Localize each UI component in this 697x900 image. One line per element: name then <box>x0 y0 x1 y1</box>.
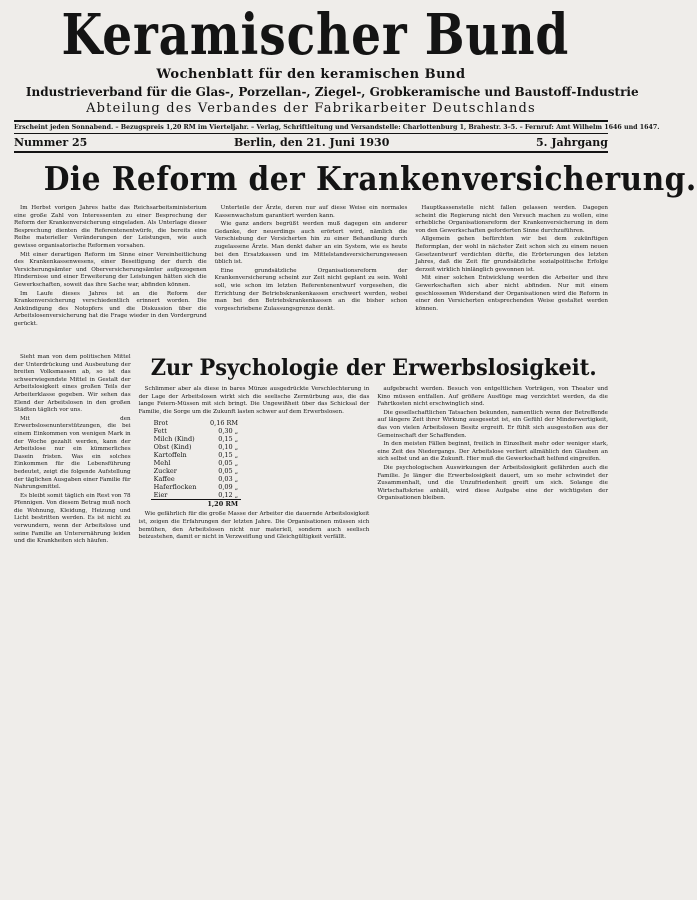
issue-volume: 5. Jahrgang <box>536 136 608 149</box>
masthead-subtitle: Wochenblatt für den keramischen Bund <box>156 67 466 82</box>
paragraph: Schlimmer aber als diese in bares Münze ausgedrückte Verschlechterung in der Lage der Arbeitslosen wirkt sich die seelische Zermürbung aus, die das lange Feiern-Müssen mit sich bringt. Die Ungewißheit über das Schicksal der Familie, die Sorge um die Zukunft lasten schwer auf dem Erwerbslosen. <box>138 386 370 415</box>
paragraph: Sieht man von dem politischen Mittel der Unterdrückung und Ausbeutung der breiten Volksmassen ab, so ist das schwerwiegendste Mittel in Gestalt der Arbeitslosigkeit eines großen Teils der Arbeiterklasse gegeben. Wir sehen das Elend der Arbeitslosen in den großen Städten täglich vor uns. <box>14 354 131 414</box>
price-item: Zucker <box>153 467 177 476</box>
price-table-row <box>151 459 241 467</box>
issue-bar <box>14 133 608 153</box>
paragraph: Eine grundsätzliche Organisationsreform der Krankenversicherung scheint zur Zeit nicht geplant zu sein. Wohl soll, wie schon im letzten Referentenentwurf vorgesehen, die Errichtung der Betriebskrankenkassen erschwert werden, wobei man bei den Betriebskrankenkassen an die bisher schon vorgeschriebene Zulassungsgrenze denkt. <box>214 267 408 312</box>
price-value: 0,30 „ <box>218 427 239 436</box>
article-psychology-column-1 <box>139 386 370 867</box>
article-reform-column-3 <box>415 205 608 350</box>
article-reform-continued-column <box>14 354 131 867</box>
price-item: Mehl <box>153 459 171 468</box>
article-psychology <box>139 354 608 867</box>
article-headline-psychology: Zur Psychologie der Erwerbslosigkeit. <box>150 355 597 381</box>
price-item: Eier <box>153 491 168 500</box>
paragraph: Mit den Erwerbslosenunterstützungen, die bei einem Einkommen von wenigen Mark in der Woche gezahlt werden, kann der Arbeitslose nur ein kümmerliches Dasein fristen. Was ein solches Einkommen für die Lebensführung bedeutet, zeigt die folgende Aufstellung der täglichen Ausgaben einer Familie für Nahrungsmittel. <box>14 415 131 491</box>
paragraph: Die psychologischen Auswirkungen der Arbeitslosigkeit gefährden auch die Familie. Je länger die Erwerbslosigkeit dauert, um so mehr schwindet der Zusammenhalt, und die Unzufriedenheit greift um sich. Solange die Wirtschaftskrise anhält, wird diese Aufgabe eine der wichtigsten der Organisationen bleiben. <box>377 464 608 502</box>
price-item: Brot <box>153 419 169 428</box>
masthead-industry-line: Industrieverband für die Glas-, Porzellan-, Ziegel-, Grobkeramische und Baustoff-Industrie <box>25 84 639 99</box>
price-item: Kaffee <box>153 475 175 484</box>
publication-info: Erscheint jeden Sonnabend. – Bezugspreis 1,20 RM im Vierteljahr. – Verlag, Schriftleitung und Versandstelle: Charlottenburg 1, Brahestr. 3–5. – Fernruf: Amt Wilhelm 1646 und 1647. <box>14 120 608 133</box>
issue-number: Nummer 25 <box>14 136 88 149</box>
price-value: 0,09 „ <box>218 483 239 492</box>
paragraph: Wie ganz anders begrüßt werden muß dagegen ein anderer Gedanke, der neuerdings auch erörtert wird, nämlich die Verschiebung der Versicherten hin zu einer Behandlung durch zugelassene Ärzte. Man denkt daher an ein System, wie es heute bei den Ersatzkassen und im Mittelstandsversicherungswesen üblich ist. <box>214 221 408 266</box>
price-table-row <box>151 443 241 451</box>
price-table-row <box>151 419 241 427</box>
price-item: Haferflocken <box>153 483 197 492</box>
price-value: 0,15 „ <box>218 451 239 460</box>
paragraph: Mit einer derartigen Reform im Sinne einer Vereinheitlichung des Krankenkassenwesens, einer Beseitigung der durch die Versicherungsämter und Oberversicherungsämter aufgezogenen Hindernisse und einer Erweiterung der Leistungen hätten sich die Gewerkschaften, soweit das ihre Sache war, abfinden können. <box>14 251 207 288</box>
issue-date: Berlin, den 21. Juni 1930 <box>233 136 390 149</box>
paragraph: Mit einer solchen Entwicklung werden die Arbeiter und ihre Gewerkschaften sich aber nicht abfinden. Nur mit einem geschlossenen Widerstand der Organisationen wird die Reform in einer den Versicherten entsprechenden Weise gestaltet werden können. <box>415 275 609 312</box>
masthead-title: Keramischer Bund <box>61 2 570 68</box>
article-reform-column-2 <box>215 205 408 350</box>
lower-section <box>14 354 608 867</box>
price-table-row <box>151 491 241 500</box>
price-value: 0,16 RM <box>210 419 239 428</box>
price-value: 0,15 „ <box>218 435 239 444</box>
paragraph: Unterteile der Ärzte, deren nur auf diese Weise ein normales Kassenwachstum garantiert werden kann. <box>214 205 408 219</box>
article-reform-column-1 <box>14 205 207 350</box>
paragraph: Es bleibt somit täglich ein Rest von 78 Pfennigen. Von diesem Betrag muß noch die Wohnung, Kleidung, Heizung und Licht bestritten werden. Es ist nicht zu verwundern, wenn der Arbeitslose und seine Familie an Unterernährung leiden und die Krankheiten sich häufen. <box>14 492 131 545</box>
price-table-row <box>151 435 241 443</box>
price-table <box>151 419 241 508</box>
paragraph: Wie gefährlich für die große Masse der Arbeiter die dauernde Arbeitslosigkeit ist, zeigen die Erfahrungen der letzten Jahre. Die Organisationen müssen sich bemühen, den Arbeitslosen nicht nur materiell, sondern auch seelisch beizustehen, damit er nicht in Verzweiflung und Gleichgültigkeit verfällt. <box>138 511 370 541</box>
price-value: 0,05 „ <box>218 467 239 476</box>
price-value: 0,10 „ <box>218 443 239 452</box>
paragraph: Im Laufe dieses Jahres ist an die Reform der Krankenversicherung verschiedentlich erinnert worden. Die Ankündigung des Notopfers und die Diskussion über die Arbeitslosenversicherung hat die Frage wieder in den Vordergrund gerückt. <box>14 290 207 327</box>
paragraph: aufgebracht werden. Besuch von entgeltlichen Vorträgen, von Theater und Kino müssen entfallen. Auf größere Ausflüge mag verzichtet werden, da die Fahrtkosten nicht erschwinglich sind. <box>377 386 608 408</box>
paragraph: In den meisten Fällen beginnt, freilich in Einzelheit mehr oder weniger stark, eine Zeit des Niedergangs. Der Arbeitslose verliert allmählich den Glauben an sich selbst und an die Zukunft. Hier muß die Gewerkschaft helfend eingreifen. <box>377 441 608 463</box>
paragraph: Allgemein gehen befürchten wir bei dem zukünftigen Reformplan, der wohl in nächster Zeit schon sich zu einem neuen Gesetzentwurf verdichten dürfte, die Erörterungen des letzten Jahres, daß die Zeit für grundsätzliche sozialpolitische Erfolge derzeit wirklich hinlänglich gewonnen ist. <box>415 236 609 273</box>
price-item: Obst (Kind) <box>153 443 192 452</box>
paragraph: Im Herbst vorigen Jahres hatte das Reichsarbeitsministerium eine große Zahl von Interessenten zu einer Besprechung der Reform der Krankenversicherung eingeladen. Als Unterlage dieser Besprechung dienten die Referentenentwürfe, die bereits eine Reihe materieller Veränderungen der Leistungen, wie auch gewisse organisatorische Reformen vorsahen. <box>14 205 207 249</box>
price-table-row <box>151 467 241 475</box>
price-table-row <box>151 451 241 459</box>
masthead-department-line: Abteilung des Verbandes der Fabrikarbeiter Deutschlands <box>86 101 536 116</box>
article-psychology-column-2 <box>377 386 608 867</box>
price-item: Fett <box>153 427 167 436</box>
article-reform-body <box>14 205 608 350</box>
article-headline-reform: Die Reform der Krankenversicherung. <box>43 159 697 198</box>
price-table-total <box>151 500 241 509</box>
price-table-row <box>151 427 241 435</box>
price-table-row <box>151 483 241 491</box>
paragraph: Die gesellschaftlichen Tatsachen bekunden, namentlich wenn der Betreffende auf längere Zeit ihrer Wirkung ausgesetzt ist, ein Gefühl der Minderwertigkeit, das von vielen Arbeitslosen Besitz ergreift. Er fühlt sich ausgestoßen aus der Gemeinschaft der Schaffenden. <box>377 409 608 439</box>
price-value: 0,03 „ <box>218 475 239 484</box>
price-value: 0,05 „ <box>218 459 239 468</box>
price-total-value: 1,20 RM <box>199 500 241 509</box>
price-item: Kartoffeln <box>153 451 187 460</box>
paragraph: Hauptkassenstelle nicht fallen gelassen werden. Dagegen scheint die Regierung nicht den Versuch machen zu wollen, eine erhebliche Organisationsreform der Krankenversicherung in dem von den Gewerkschaften geforderten Sinne durchzuführen. <box>415 205 609 234</box>
price-table-row <box>151 475 241 483</box>
price-item: Milch (Kind) <box>153 435 195 444</box>
price-value: 0,12 „ <box>218 491 239 500</box>
